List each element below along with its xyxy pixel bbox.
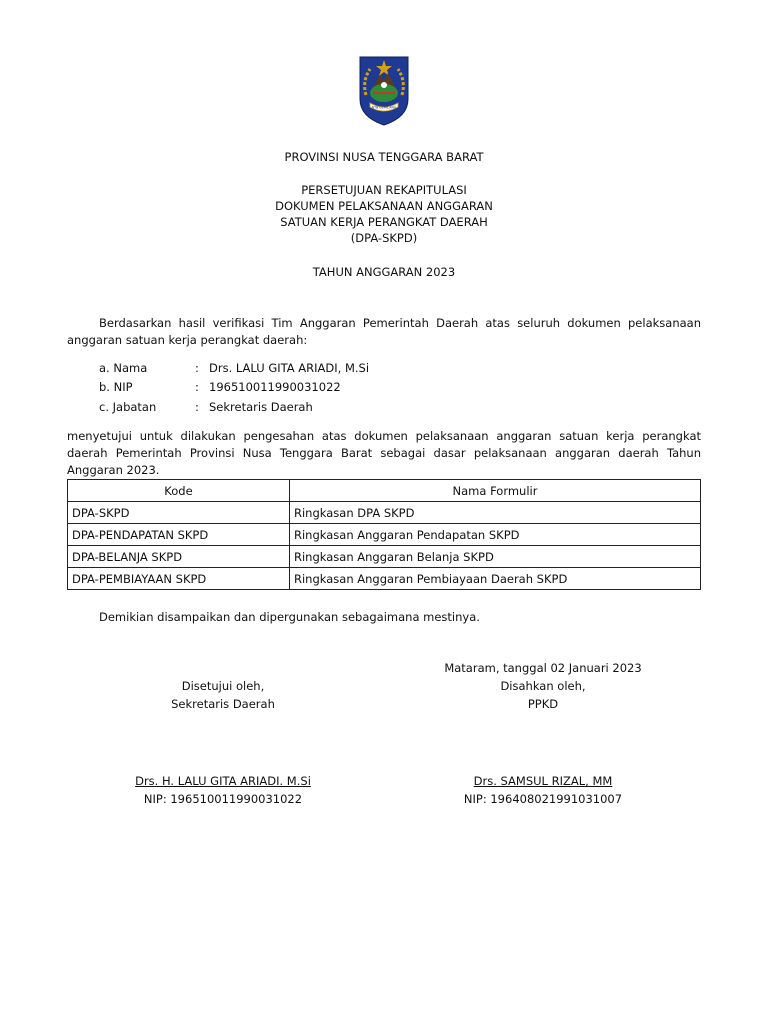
column-header-code: Kode bbox=[68, 480, 290, 502]
intro-paragraph: Berdasarkan hasil verifikasi Tim Anggaran Pemerintah Daerah atas seluruh dokumen pelaksanaan anggaran satuan kerja perangkat daerah: bbox=[67, 316, 701, 347]
title-line-1: PERSETUJUAN REKAPITULASI bbox=[301, 183, 467, 197]
identity-value: Drs. LALU GITA ARIADI, M.Si bbox=[209, 361, 370, 375]
title-line-4: (DPA-SKPD) bbox=[350, 231, 418, 245]
table-header-row bbox=[68, 480, 701, 502]
province-heading: PROVINSI NUSA TENGGARA BARAT bbox=[284, 150, 484, 164]
identity-colon: : bbox=[195, 400, 199, 414]
column-header-form-name: Nama Formulir bbox=[290, 480, 701, 502]
table-cell-code: DPA-PEMBIAYAAN SKPD bbox=[68, 568, 290, 590]
table-row bbox=[68, 546, 701, 568]
left-signatory-nip: NIP: 196510011990031022 bbox=[143, 792, 303, 806]
left-signatory-name: Drs. H. LALU GITA ARIADI. M.Si bbox=[135, 774, 311, 788]
title-line-2: DOKUMEN PELAKSANAAN ANGGARAN bbox=[275, 199, 493, 213]
identity-label: a. Nama bbox=[99, 361, 148, 375]
right-position: PPKD bbox=[527, 697, 559, 711]
table-cell-form-name: Ringkasan DPA SKPD bbox=[290, 502, 701, 524]
table-row bbox=[68, 502, 701, 524]
title-line-3: SATUAN KERJA PERANGKAT DAERAH bbox=[280, 215, 488, 229]
table-cell-code: DPA-BELANJA SKPD bbox=[68, 546, 290, 568]
left-approval-label: Disetujui oleh, bbox=[181, 679, 265, 693]
identity-value: Sekretaris Daerah bbox=[209, 400, 313, 414]
table-cell-code: DPA-SKPD bbox=[68, 502, 290, 524]
place-date: Mataram, tanggal 02 Januari 2023 bbox=[444, 661, 642, 675]
ntb-province-emblem-icon bbox=[356, 55, 412, 127]
emblem-banner: NTB GEMILANG bbox=[371, 105, 397, 110]
form-table bbox=[67, 479, 701, 590]
right-signatory-name: Drs. SAMSUL RIZAL, MM bbox=[473, 774, 613, 788]
identity-colon: : bbox=[195, 361, 199, 375]
identity-value: 196510011990031022 bbox=[209, 380, 341, 394]
approval-paragraph: menyetujui untuk dilakukan pengesahan atas dokumen pelaksanaan anggaran satuan kerja perangkat daerah Pemerintah Provinsi Nusa Tenggara Barat sebagai dasar pelaksanaan anggaran daerah Tahun Anggaran 2023. bbox=[67, 429, 701, 477]
identity-colon: : bbox=[195, 380, 199, 394]
left-position: Sekretaris Daerah bbox=[171, 697, 275, 711]
table-cell-form-name: Ringkasan Anggaran Pendapatan SKPD bbox=[290, 524, 701, 546]
fiscal-year-heading: TAHUN ANGGARAN 2023 bbox=[312, 265, 456, 279]
table-cell-form-name: Ringkasan Anggaran Pembiayaan Daerah SKPD bbox=[290, 568, 701, 590]
table-row bbox=[68, 524, 701, 546]
right-signatory-nip: NIP: 196408021991031007 bbox=[463, 792, 623, 806]
table-row bbox=[68, 568, 701, 590]
identity-label: c. Jabatan bbox=[99, 400, 157, 414]
table-cell-form-name: Ringkasan Anggaran Belanja SKPD bbox=[290, 546, 701, 568]
closing-paragraph: Demikian disampaikan dan dipergunakan sebagaimana mestinya. bbox=[99, 610, 480, 624]
table-cell-code: DPA-PENDAPATAN SKPD bbox=[68, 524, 290, 546]
right-approval-label: Disahkan oleh, bbox=[500, 679, 586, 693]
identity-label: b. NIP bbox=[99, 380, 133, 394]
